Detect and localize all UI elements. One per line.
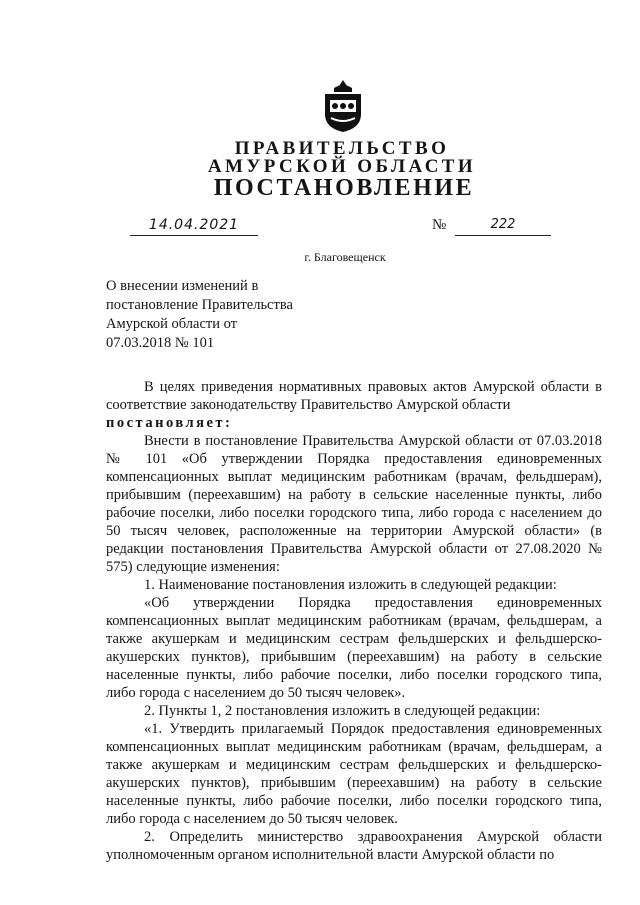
body-paragraph: 1. Наименование постановления изложить в следующей редакции: — [144, 577, 557, 593]
number-sign: № — [432, 217, 447, 233]
document-number: 222 — [455, 217, 551, 236]
date-number-row — [130, 217, 550, 241]
city-label: г. Благовещенск — [304, 250, 386, 264]
subject-line: О внесении изменений в — [106, 278, 259, 294]
coat-of-arms-icon — [321, 78, 365, 134]
body-paragraph: В целях приведения нормативных правовых актов Амурской области в соответствие законодательству Правительство Амурской области — [106, 379, 602, 413]
region-title: АМУРСКОЙ ОБЛАСТИ — [207, 156, 477, 177]
body-paragraph: 2. Пункты 1, 2 постановления изложить в следующей редакции: — [144, 703, 541, 719]
document-body — [106, 378, 602, 864]
body-paragraph: Внести в постановление Правительства Амурской области от 07.03.2018 № 101 «Об утверждении Порядка предоставления единовременных компенсационных выплат медицинским работникам (врачам, фельдшерам), прибывшим (переехавшим) на работу в сельские населенные пункты, либо рабочие поселки, либо поселки городского типа, либо города с населением до 50 тысяч человек, расположенные на территории Амурской области» (в редакции постановления Правительства Амурской области от 27.08.2020 № 575) следующие изменения: — [106, 433, 602, 575]
body-paragraph: «Об утверждении Порядка предоставления единовременных компенсационных выплат медицинским работникам (врачам, фельдшерам, а также акушеркам и медицинским сестрам фельдшерских и фельдшерско-акушерских пунктов), прибывшим (переехавшим) на работу в сельские населенные пункты, либо рабочие поселки, либо поселки городского типа, либо города с населением до 50 тысяч человек». — [106, 595, 602, 701]
document-subject — [106, 277, 293, 353]
document-date: 14.04.2021 — [130, 217, 258, 236]
government-title: ПРАВИТЕЛЬСТВО — [234, 138, 450, 159]
document-type-title: ПОСТАНОВЛЕНИЕ — [213, 175, 475, 201]
resolves-word: постановляет: — [106, 415, 233, 431]
subject-line: Амурской области от — [106, 316, 238, 332]
body-paragraph: «1. Утвердить прилагаемый Порядок предоставления единовременных компенсационных выплат медицинским работникам (врачам, фельдшерам, а также акушеркам и медицинским сестрам фельдшерских и фельдшерско-акушерских пунктов), прибывшим (переехавшим) на работу в сельские населенные пункты, либо рабочие поселки, либо поселки городского типа, либо города с населением до 50 тысяч человек. — [106, 721, 602, 827]
body-paragraph: 2. Определить министерство здравоохранения Амурской области уполномоченным органом исполнительной власти Амурской области по — [106, 829, 602, 863]
subject-line: 07.03.2018 № 101 — [106, 335, 215, 351]
subject-line: постановление Правительства — [106, 297, 293, 313]
